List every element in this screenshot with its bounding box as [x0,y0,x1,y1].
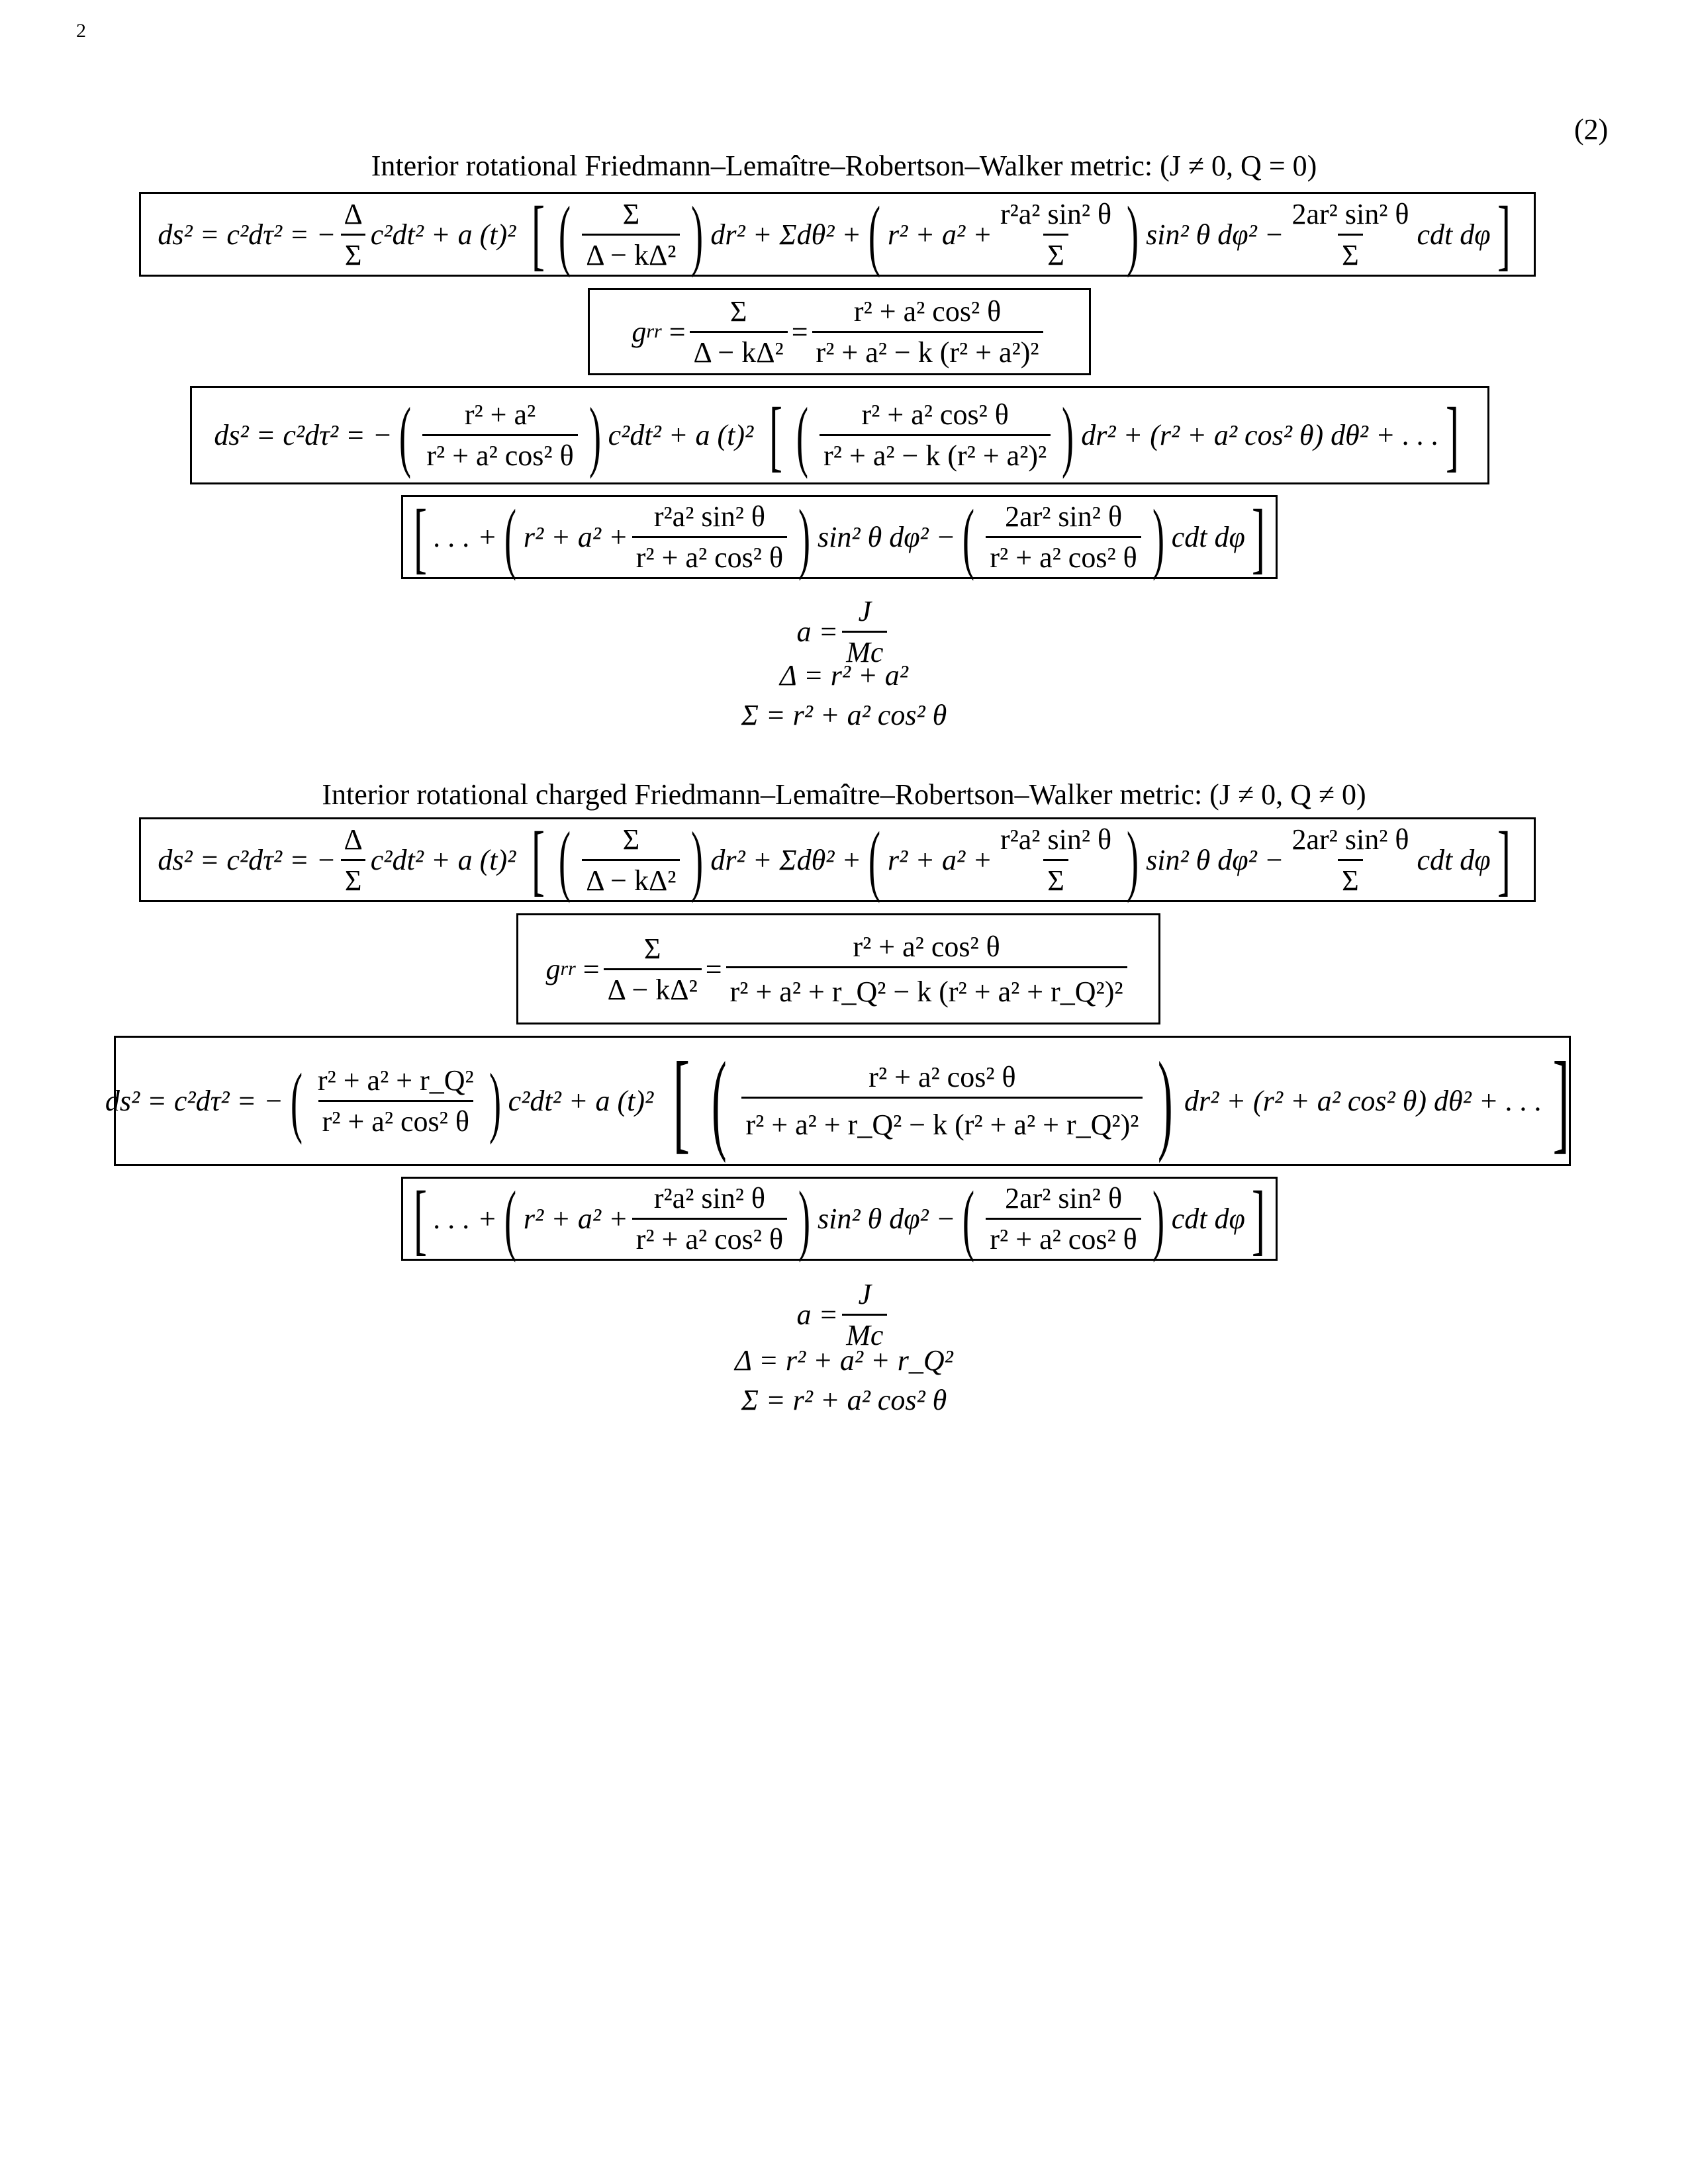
fraction: $\frac{\text{r² + a² cos² θ}}{\text{r² + a² + r\_Q² − k (r² + a² + r\_Q²)²}}$ [726,930,1127,1009]
s2-metric-expanded-box-2 [401,1174,1278,1263]
s2-def-sigma: Σ = r² + a² cos² θ [741,1384,947,1416]
s1-def-a: a = $\frac{J}{Mc}$ [0,594,1688,669]
left-bracket: [ [769,390,783,479]
eq-term: cdt dφ [1417,218,1491,251]
right-bracket: ] [1251,1174,1265,1263]
fraction: $\frac{\text{r² + a² cos² θ}}{\text{r² + a² − k (r² + a²)²}}$ [812,295,1043,369]
right-paren: ) [798,492,811,581]
s2-metric-compact-box [139,817,1536,902]
eq-term: dr² + Σdθ² + [710,218,862,251]
fraction: $\frac{\Sigma}{\text{Δ − kΔ²}}$ [604,932,702,1007]
left-paren: ( [868,815,881,903]
page-number: 2 [76,20,86,42]
right-paren: ) [1152,1174,1164,1263]
fraction: $\frac{\Delta}{\Sigma}$ [340,823,366,897]
left-paren: ( [962,492,975,581]
s2-grr-box: g rr = $\frac{\Sigma}{\text{Δ − kΔ²}}$ = $\frac{\text{r² + a² cos² θ}}{\text{r² + a² + r\_Q² − k (r² + a² + r\_Q²)²}}$ [516,913,1160,1024]
eq-term: c²dt² + a (t)² [608,419,754,451]
eq-term: dr² + (r² + a² cos² θ) dθ² + . . . [1081,419,1439,451]
s2-metric-expanded-box-1 [105,1036,1571,1166]
fraction: $\frac{\text{r² + a² cos² θ}}{\text{r² + a² − k (r² + a²)²}}$ [820,398,1051,473]
eq-term: cdt dφ [1171,1203,1245,1235]
fraction: $\frac{\text{2ar² sin² θ}}{\text{r² + a² cos² θ}}$ [986,1181,1141,1256]
right-paren: ) [489,1056,501,1145]
fraction: $\frac{J}{Mc}$ [842,594,887,669]
right-paren: ) [1158,1038,1174,1163]
section2-title: Interior rotational charged Friedmann–Lemaître–Robertson–Walker metric: (J ≠ 0, Q ≠ 0) [322,778,1366,811]
left-bracket: [ [414,492,428,581]
eq-term: sin² θ dφ² − [818,1203,956,1235]
eq-term: r² + a² + [888,218,992,251]
fraction: $\frac{\text{r²a² sin² θ}}{\Sigma}$ [1000,197,1112,271]
left-paren: ( [290,1056,303,1145]
fraction: $\frac{\text{r² + a² cos² θ}}{\text{r² + a² + r\_Q² − k (r² + a² + r\_Q²)²}}$ [741,1060,1143,1142]
eq-lhs: ds² = c²dτ² = − [214,419,393,451]
left-paren: ( [868,190,881,278]
s1-metric-expanded-box-1 [190,386,1489,484]
s1-metric-expanded-box-2 [401,492,1278,581]
s2-def-a: a = $\frac{J}{Mc}$ [0,1277,1688,1352]
left-bracket: [ [414,1174,428,1263]
eq-term: . . . + [434,1203,497,1235]
eq-term: c²dt² + a (t)² [370,218,516,251]
fraction: $\frac{\text{2ar² sin² θ}}{\text{r² + a² cos² θ}}$ [986,500,1141,574]
right-paren: ) [691,815,704,903]
eq-term: c²dt² + a (t)² [508,1085,654,1117]
fraction: $\frac{\text{r²a² sin² θ}}{\text{r² + a² cos² θ}}$ [632,500,787,574]
left-bracket: [ [532,190,545,278]
eq-term: dr² + Σdθ² + [710,843,862,876]
eq-term: dr² + (r² + a² cos² θ) dθ² + . . . [1184,1085,1542,1117]
left-bracket: [ [673,1038,690,1163]
eq-lhs: ds² = c²dτ² = − [158,218,336,251]
eq-term: sin² θ dφ² − [1146,843,1284,876]
right-paren: ) [588,390,601,479]
eq-term: r² + a² + [523,521,628,553]
fraction: $\frac{\text{r² + a²}}{\text{r² + a² cos² θ}}$ [422,398,577,473]
grr-symbol: g [632,315,647,348]
eq-term: . . . + [434,521,497,553]
fraction: $\frac{\Sigma}{\text{Δ − kΔ²}}$ [582,197,680,272]
fraction: $\frac{\text{r² + a² + r\_Q²}}{\text{r² + a² cos² θ}}$ [317,1064,474,1138]
s1-metric-compact-box [139,192,1536,277]
fraction: $\frac{\Sigma}{\text{Δ − kΔ²}}$ [582,823,680,897]
right-bracket: ] [1251,492,1265,581]
eq-lhs: ds² = c²dτ² = − [105,1085,283,1117]
fraction: $\frac{\text{r²a² sin² θ}}{\text{r² + a² cos² θ}}$ [632,1181,787,1256]
fraction: $\frac{J}{Mc}$ [842,1277,887,1352]
fraction: $\frac{\Delta}{\Sigma}$ [340,197,366,272]
left-paren: ( [399,390,412,479]
fraction: $\frac{\Sigma}{\text{Δ − kΔ²}}$ [690,295,788,369]
left-bracket: [ [532,815,545,903]
grr-symbol: g [545,952,561,985]
left-paren: ( [559,190,571,278]
right-paren: ) [1127,815,1139,903]
right-bracket: ] [1552,1038,1570,1163]
eq-term: sin² θ dφ² − [1146,218,1284,251]
eq-lhs: ds² = c²dτ² = − [158,843,336,876]
eq-term: sin² θ dφ² − [818,521,956,553]
fraction: $\frac{\text{r²a² sin² θ}}{\Sigma}$ [1000,823,1112,897]
right-paren: ) [1127,190,1139,278]
s1-grr-box: g rr = $\frac{\Sigma}{\text{Δ − kΔ²}}$ = $\frac{\text{r² + a² cos² θ}}{\text{r² + a² − k (r² + a²)²}}$ [588,288,1091,375]
eq-term: cdt dφ [1417,843,1491,876]
left-paren: ( [796,390,809,479]
right-bracket: ] [1445,390,1459,479]
right-bracket: ] [1497,815,1511,903]
eq-term: r² + a² + [523,1203,628,1235]
left-paren: ( [504,1174,516,1263]
eq-term: c²dt² + a (t)² [370,843,516,876]
right-paren: ) [691,190,704,278]
fraction: $\frac{\text{2ar² sin² θ}}{\Sigma}$ [1291,197,1409,271]
s1-def-delta: Δ = r² + a² [780,659,908,692]
left-paren: ( [962,1174,975,1263]
left-paren: ( [559,815,571,903]
right-paren: ) [1152,492,1164,581]
right-bracket: ] [1497,190,1511,278]
eq-term: r² + a² + [888,843,992,876]
s1-def-sigma: Σ = r² + a² cos² θ [741,699,947,731]
fraction: $\frac{\text{2ar² sin² θ}}{\Sigma}$ [1291,823,1409,897]
left-paren: ( [711,1038,727,1163]
left-paren: ( [504,492,516,581]
s2-def-delta: Δ = r² + a² + r_Q² [735,1344,953,1377]
section1-title: Interior rotational Friedmann–Lemaître–Robertson–Walker metric: (J ≠ 0, Q = 0) [371,150,1317,182]
equation-number: (2) [1574,113,1609,146]
eq-term: cdt dφ [1171,521,1245,553]
right-paren: ) [1062,390,1074,479]
right-paren: ) [798,1174,811,1263]
